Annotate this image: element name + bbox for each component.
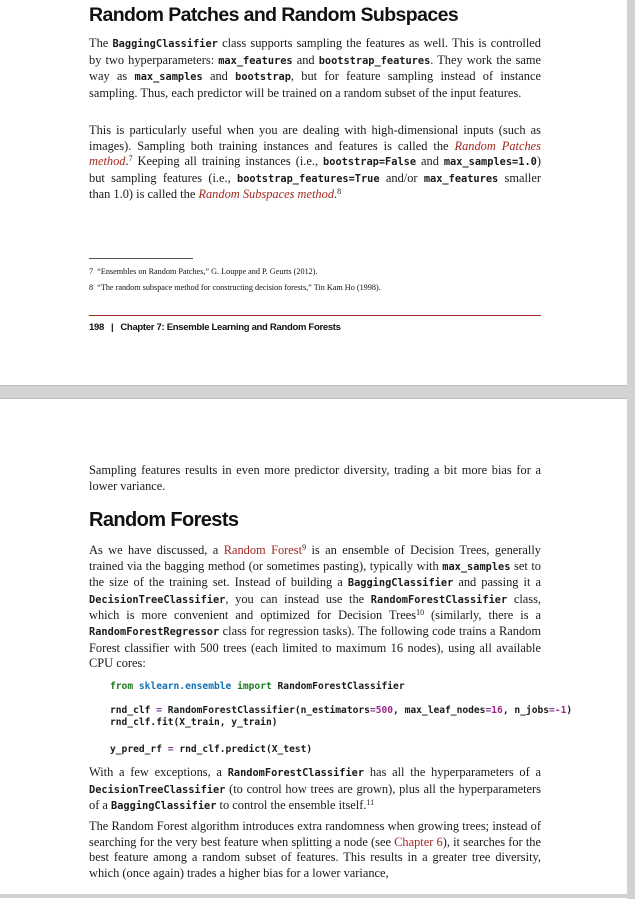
random-patches-link[interactable]: Random Patches method xyxy=(89,138,541,169)
page-footer: 198 | Chapter 7: Ensemble Learning and Random Forests xyxy=(89,322,341,333)
code-classifier-line: rnd_clf = RandomForestClassifier(n_estimators=500, max_leaf_nodes=16, n_jobs=-1) xyxy=(110,705,573,716)
section-heading-random-forests: Random Forests xyxy=(89,509,239,531)
paragraph-hyperparameters: With a few exceptions, a RandomForestClassifier has all the hyperparameters of a DecisionTreeClassifier (to control how trees are grown), plus all the hyperparameters of a BaggingClassifier to control the ensemble itself.$^{11}$ xyxy=(89,765,541,813)
paragraph-high-dimensional: This is particularly useful when you are dealing with high-dimensional inputs (such as images). Sampling both training instances and features is called the Random Patches method.$^7$ Keeping all training instances (i.e., bootstrap=False and max_samples=1.0) but sampling features (i.e., bootstrap_features=True and/or max_features smaller than 1.0) is called the Random Subspaces method.$^8$ xyxy=(89,123,541,202)
chapter-title: Chapter 7: Ensemble Learning and Random Forests xyxy=(120,322,341,333)
footnote-ref-11[interactable]: 11 xyxy=(366,798,375,808)
paragraph-bagging-features: The BaggingClassifier class supports sampling the features as well. This is controlled by two hyperparameters: max_features and bootstrap_features. They work the same way as max_samples and bootstrap, but for feature sampling instead of instance sampling. Thus, each predictor will be trained on a random subset of the input features. xyxy=(89,36,541,100)
page-198 xyxy=(0,0,627,386)
code-import-line: from sklearn.ensemble import RandomForestClassifier xyxy=(110,681,405,692)
random-forest-link[interactable]: Random Forest xyxy=(223,543,303,557)
code-fit-line: rnd_clf.fit(X_train, y_train) xyxy=(110,717,278,728)
footnote-ref-9[interactable]: 9 xyxy=(302,543,307,552)
chapter-6-link[interactable]: Chapter 6 xyxy=(394,834,443,849)
footnote-ref-7[interactable]: 7 xyxy=(128,154,133,164)
footnote-ref-10[interactable]: 10 xyxy=(416,608,425,618)
paragraph-extra-randomness: The Random Forest algorithm introduces extra randomness when growing trees; instead of searching for the very best feature when splitting a node (see Chapter 6), it searches for the best feature among a random subset of features. This results in a greater tree diversity, which (once again) trades a higher bias for a lower variance, xyxy=(89,819,541,880)
viewer-bottom-edge xyxy=(0,894,627,898)
paragraph-random-forest-intro: As we have discussed, a Random Forest$^9$ is an ensemble of Decision Trees, generally trained via the bagging method (or sometimes pasting), typically with max_samples set to the size of the training set. Instead of building a BaggingClassifier and passing it a DecisionTreeClassifier, you can instead use the RandomForestClassifier class, which is more convenient and optimized for Decision Trees$^{10}$ (similarly, there is a RandomForestRegressor class for regression tasks). The following code trains a Random Forest classifier with 500 trees (each limited to maximum 16 nodes), using all available CPU cores: xyxy=(89,543,542,671)
footnote-ref-8[interactable]: 8 xyxy=(337,187,342,197)
code-predict-line: y_pred_rf = rnd_clf.predict(X_test) xyxy=(110,744,313,755)
footnote-8: 8 “The random subspace method for constructing decision forests,” Tin Kam Ho (1998). xyxy=(89,283,381,292)
paragraph-intro: Sampling features results in even more predictor diversity, trading a bit more bias for a lower variance. xyxy=(89,463,541,493)
random-subspaces-link[interactable]: Random Subspaces method xyxy=(198,187,335,202)
page-number: 198 xyxy=(89,322,104,333)
footnote-7: 7 “Ensembles on Random Patches,” G. Louppe and P. Geurts (2012). xyxy=(89,267,318,276)
section-heading-random-patches: Random Patches and Random Subspaces xyxy=(89,4,459,26)
footnote-divider xyxy=(89,258,193,259)
footer-divider xyxy=(89,315,541,316)
page-199 xyxy=(0,398,627,899)
